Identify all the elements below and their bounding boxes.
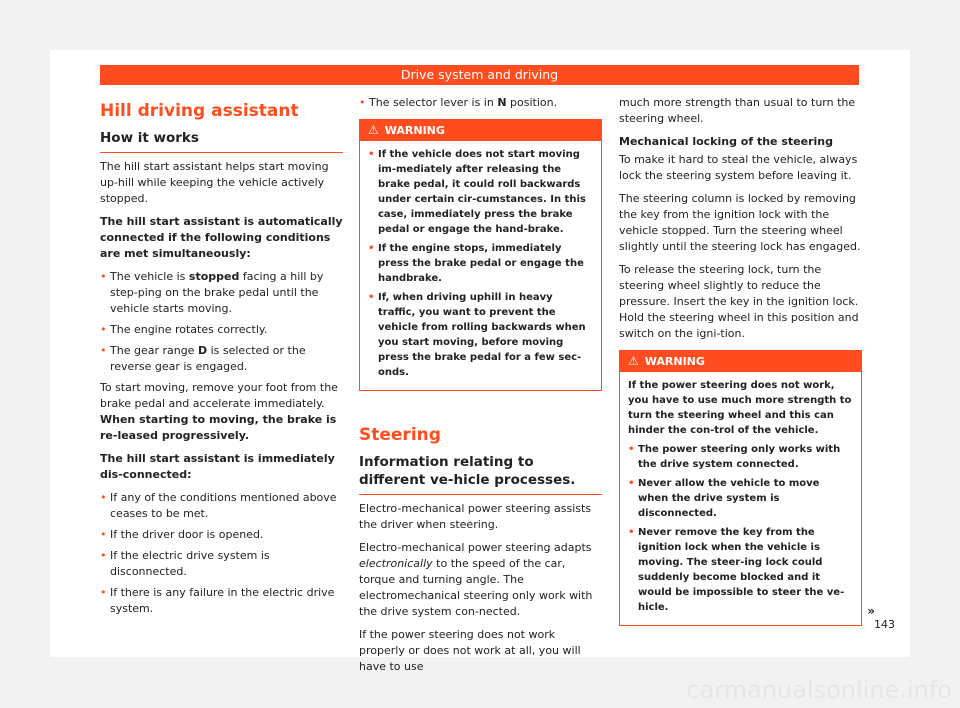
warning-item: • If the vehicle does not start moving im-mediately after releasing the brake pedal, it could roll backwards under certain cir-cumstances. In this case, immediately press the brake pedal or engage the hand-brake. — [368, 147, 593, 237]
disconnect-heading: The hill start assistant is immediately dis-connected: — [100, 452, 335, 481]
warning-triangle-icon: ⚠ — [368, 123, 379, 137]
warning-intro: If the power steering does not work, you have to use much more strength to turn the steering wheel and this can hinder the con-trol of the vehicle. — [628, 380, 852, 436]
warning-body — [360, 141, 601, 390]
steering-paragraph: much more strength than usual to turn the steering wheel. — [619, 96, 856, 125]
section-title-steering: Steering — [359, 425, 441, 445]
warning-header: ⚠ WARNING — [620, 351, 861, 372]
disconnect-item: • If the driver door is opened. — [100, 527, 343, 543]
watermark: carmanualsonline.info — [686, 676, 952, 704]
mechanical-locking-heading: Mechanical locking of the steering — [619, 135, 833, 148]
disconnect-item: • If any of the conditions mentioned above ceases to be met. — [100, 490, 343, 522]
column-3 — [619, 95, 875, 636]
warning-header: ⚠ WARNING — [360, 120, 601, 141]
warning-item: • Never remove the key from the ignition lock when the vehicle is moving. The steer-ing lock could suddenly become blocked and it would be impossible to steer the ve-hicle. — [628, 525, 853, 615]
intro-paragraph: The hill start assistant helps start moving up-hill while keeping the vehicle actively stopped. — [100, 160, 329, 205]
page-number: 143 — [874, 618, 895, 631]
locking-paragraph: To release the steering lock, turn the steering wheel slightly to reduce the pressure. Insert the key in the ignition lock. Hold the steering wheel in this position and switch on the igni-tion. — [619, 263, 859, 340]
condition-item: • The vehicle is stopped facing a hill by step-ping on the brake pedal until the vehicle starts moving. — [100, 269, 343, 317]
manual-page — [50, 50, 910, 673]
warning-item: • Never allow the vehicle to move when the drive system is disconnected. — [628, 476, 853, 521]
subsection-title-how-it-works: How it works — [100, 129, 343, 153]
section-header: Drive system and driving — [100, 65, 859, 85]
conditions-heading: The hill start assistant is automatically connected if the following conditions are met simultaneously: — [100, 215, 343, 260]
subsection-title-steering-info: Information relating to different ve-hicle processes. — [359, 453, 602, 495]
disconnect-item: • If the electric drive system is disconnected. — [100, 548, 343, 580]
warning-item: • If the engine stops, immediately press the brake pedal or engage the handbrake. — [368, 241, 593, 286]
warning-box — [619, 350, 875, 626]
condition-item: • The engine rotates correctly. — [100, 322, 343, 338]
column-1 — [100, 95, 343, 622]
steering-paragraph: Electro-mechanical power steering assists the driver when steering. — [359, 502, 592, 531]
condition-item: • The gear range D is selected or the reverse gear is engaged. — [100, 343, 343, 375]
steering-paragraph: If the power steering does not work properly or does not work at all, you will have to use — [359, 628, 581, 673]
start-moving-paragraph: To start moving, remove your foot from the brake pedal and accelerate immediately. When starting to moving, the brake is re-leased progressively. — [100, 381, 338, 442]
warning-triangle-icon: ⚠ — [628, 354, 639, 368]
disconnect-item: • If there is any failure in the electric drive system. — [100, 585, 343, 617]
continued-arrow-icon: » — [867, 604, 875, 618]
steering-paragraph: Electro-mechanical power steering adapts electronically to the speed of the car, torque and turning angle. The electromechanical steering only work with the drive system con-nected. — [359, 541, 593, 618]
warning-item: • The power steering only works with the drive system connected. — [628, 442, 853, 472]
locking-paragraph: To make it hard to steal the vehicle, always lock the steering system before leaving it. — [619, 153, 858, 182]
section-title-hill-assistant: Hill driving assistant — [100, 101, 299, 121]
condition-item: • The selector lever is in N position. — [359, 95, 602, 111]
column-2 — [359, 95, 602, 682]
warning-box — [359, 119, 602, 391]
warning-item: • If, when driving uphill in heavy traffic, you want to prevent the vehicle from rolling backwards when you start moving, before moving press the brake pedal for a few sec-onds. — [368, 290, 593, 380]
locking-paragraph: The steering column is locked by removing the key from the ignition lock with the vehicle stopped. Turn the steering wheel slightly until the steering lock has engaged. — [619, 192, 861, 253]
warning-body — [620, 372, 861, 625]
